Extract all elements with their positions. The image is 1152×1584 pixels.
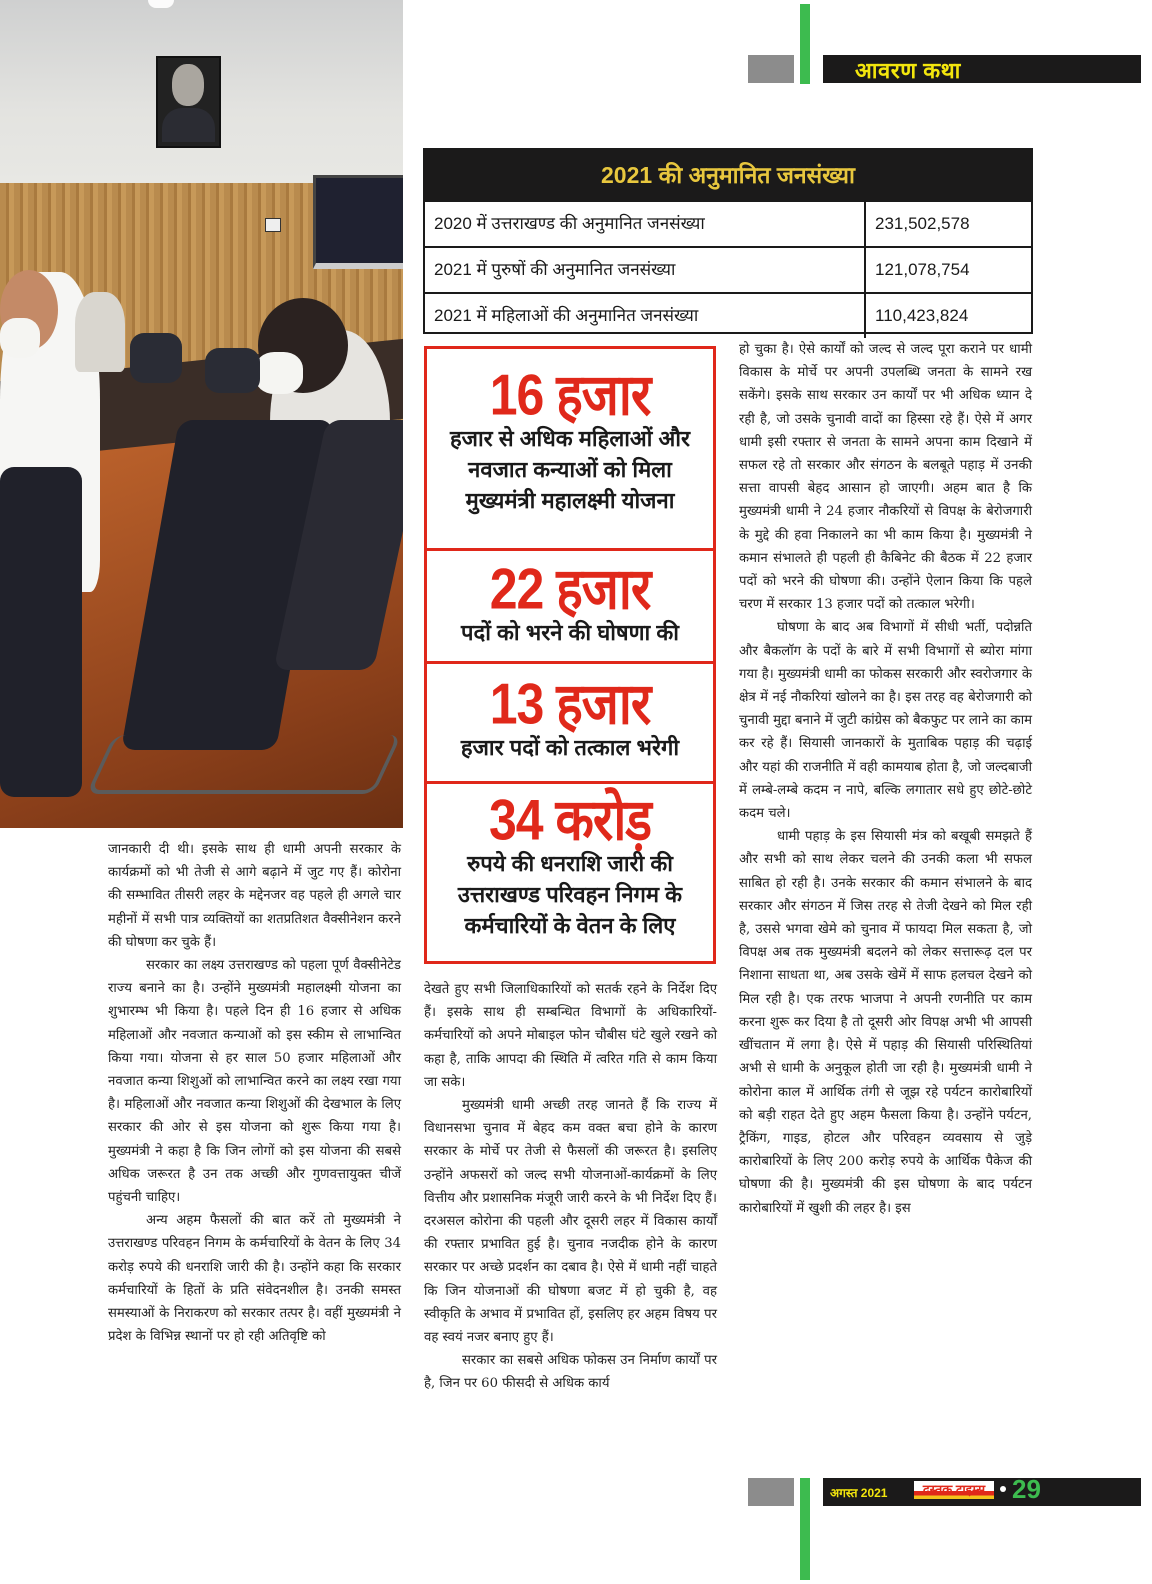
header-green-bar	[800, 4, 810, 84]
paragraph: देखते हुए सभी जिलाधिकारियों को सतर्क रहने के निर्देश दिए हैं। इसके साथ ही सम्बन्धित विभागों के अधिकारियों-कर्मचारियों को अपने मोबाइल फोन चौबीस घंटे खुले रखने को कहा है, ताकि आपदा की स्थिति में त्वरित गति से काम किया जा सके।	[424, 982, 717, 1090]
paragraph: जानकारी दी थी। इसके साथ ही धामी अपनी सरकार के कार्यक्रमों को भी तेजी से आगे बढ़ाने में जुट गए हैं। कोरोना की सम्भावित तीसरी लहर के मद्देनजर वह पहले ही अगले चार महीनों में सभी पात्र व्यक्तियों का शतप्रतिशत वैक्सीनेशन करने की घोषणा कर चुके हैं।	[108, 842, 401, 950]
stat-caption: हजार पदों को तत्काल भरेगी	[460, 735, 680, 760]
portrait-coat	[162, 108, 215, 142]
stat-item	[427, 349, 713, 551]
paragraph: धामी पहाड़ के इस सियासी मंत्र को बखूबी समझते हैं और सभी को साथ लेकर चलने की उनकी कला भी सफल साबित हो रही है। उनके सरकार की कमान संभालने के बाद सरकार और संगठन में जिस तरह से तेजी देखने को मिल रही है, उससे भगवा खेमे को चुनाव में फायदा मिल सकता है, जो विपक्ष अब तक मुख्यमंत्री बदलने को लेकर सत्तारूढ़ दल पर निशाना साधता था, अब उसके खेमें में साफ हलचल देखने को मिल रही है। एक तरफ भाजपा ने अपनी रणनीति पर काम करना शुरू कर दिया है तो दूसरी ओर विपक्ष अभी भी आपसी खींचतान में लगा है। ऐसे में पहाड़ की सियासी परिस्थितियां अभी से धामी के अनुकूल होती जा रही है। मुख्यमंत्री धामी ने कोरोना काल में आर्थिक तंगी से जूझ रहे पर्यटन कारोबारियों को बड़ी राहत देते हुए अहम फैसला किया है। उन्होंने पर्यटन, ट्रैकिंग, गाइड, होटल और परिवहन व्यवसाय से जुड़े कारोबारियों के लिए 200 करोड़ रुपये के आर्थिक पैकेज की घोषणा की है। मुख्यमंत्री की इस घोषणा के बाद पर्यटन कारोबारियों में खुशी की लहर है। इस	[739, 829, 1032, 1216]
paragraph: हो चुका है। ऐसे कार्यों को जल्द से जल्द पूरा कराने पर धामी विकास के मोर्चे पर अपनी उपलब्धि जनता के सामने रख सकेंगे। इसके साथ सरकार उन कार्यों पर भी अधिक ध्यान दे रही है, जो उसके चुनावी वादों का हिस्सा रहे हैं। ऐसे में अगर धामी इसी रफ्तार से जनता के सामने अपना काम दिखाने में सफल रहे तो सरकार और संगठन के बलबूते पहाड़ में उनकी सत्ता वापसी बेहद आसान हो जाएगी। अहम बात है कि मुख्यमंत्री धामी ने 24 हजार नौकरियों से विपक्ष के बेरोजगारी के मुद्दे की हवा निकालने का भी काम किया है। मुख्यमंत्री ने कमान संभालते ही पहली ही कैबिनेट की बैठक में 22 हजार पदों को भरने की घोषणा की। उन्होंने ऐलान किया कि पहले चरण में सरकार 13 हजार पदों को तत्काल भरेगी।	[739, 342, 1032, 613]
population-table-title: 2021 की अनुमानित जनसंख्या	[425, 150, 1031, 200]
paragraph: सरकार का लक्ष्य उत्तराखण्ड को पहला पूर्ण वैक्सीनेटेड राज्य बनाने का है। उन्होंने मुख्यमंत्री महालक्ष्मी योजना का शुभारम्भ भी किया है। पहले दिन ही 16 हजार से अधिक महिलाओं और नवजात कन्याओं को इस स्कीम से लाभान्वित किया गया। योजना से हर साल 50 हजार महिलाओं और नवजात कन्या शिशुओं को लाभान्वित करने का लक्ष्य रखा गया है। महिलाओं और नवजात कन्या शिशुओं की देखभाल के लिए सरकार की ओर से इस योजना को शुरू किया गया है। मुख्यमंत्री ने कहा है कि जिन लोगों को इस योजना की सबसे अधिक जरूरत है उन तक अच्छी और गुणवत्तायुक्त चीजें पहुंचनी चाहिए।	[108, 958, 401, 1206]
stat-figure: 16 हजार	[489, 362, 651, 428]
ceiling-lamp	[148, 0, 174, 8]
bullet-separator	[1000, 1486, 1006, 1492]
person-background	[75, 292, 125, 372]
chair	[130, 333, 182, 383]
stat-figure: 22 हजार	[489, 556, 651, 622]
article-column-1	[108, 838, 401, 1348]
population-table	[423, 148, 1033, 334]
row-label: 2021 में महिलाओं की अनुमानित जनसंख्या	[425, 294, 866, 338]
footer-green-bar	[800, 1478, 810, 1580]
stat-item	[427, 664, 713, 784]
chair-leg	[86, 735, 402, 794]
footer-gray-block	[748, 1478, 794, 1506]
face-mask	[0, 318, 40, 358]
stat-figure: 13 हजार	[489, 671, 651, 737]
stat-caption: हजार से अधिक महिलाओं और नवजात कन्याओं को मिला मुख्यमंत्री महालक्ष्मी योजना	[449, 426, 691, 513]
chair	[205, 348, 260, 393]
row-value: 121,078,754	[875, 260, 970, 279]
page-number: 29	[1012, 1474, 1041, 1504]
row-label: 2020 में उत्तराखण्ड की अनुमानित जनसंख्या	[425, 202, 866, 246]
stat-caption: पदों को भरने की घोषणा की	[461, 620, 679, 645]
key-figures-box	[424, 346, 716, 964]
portrait-face	[172, 64, 204, 106]
stat-item	[427, 551, 713, 664]
section-label: आवरण कथा	[855, 58, 961, 83]
article-column-2	[424, 978, 717, 1396]
magazine-logo: दस्तक टाइम्स	[914, 1481, 994, 1499]
face-mask	[255, 352, 303, 394]
table-row	[425, 246, 1031, 292]
stat-caption: रुपये की धनराशि जारी की उत्तराखण्ड परिवहन निगम के कर्मचारियों के वेतन के लिए	[457, 851, 683, 938]
wall-portrait	[156, 56, 221, 148]
paragraph: सरकार का सबसे अधिक फोकस उन निर्माण कार्यों पर है, जिन पर 60 फीसदी से अधिक कार्य	[424, 1353, 717, 1392]
paragraph: घोषणा के बाद अब विभागों में सीधी भर्ती, पदोन्नति और बैकलॉग के पदों के बारे में सभी विभागों से ब्योरा मांगा गया है। मुख्यमंत्री धामी का फोकस सरकारी और स्वरोजगार के क्षेत्र में नई नौकरियां खोलने का है। इस तरह वह बेरोजगारी को चुनावी मुद्दा बनाने में जुटी कांग्रेस को बैकफुट पर लाने का काम कर रहे हैं। सियासी जानकारों के मुताबिक पहाड़ की चढ़ाई और यहां की राजनीति में वही कामयाब होता है, जो जल्दबाजी में लम्बे-लम्बे कदम न नापे, बल्कि लगातार सधे हुए छोटे-छोटे कदम चले।	[739, 620, 1032, 822]
row-label: 2021 में पुरुषों की अनुमानित जनसंख्या	[425, 248, 866, 292]
article-column-3	[739, 338, 1032, 1220]
row-value: 110,423,824	[875, 306, 969, 325]
paragraph: अन्य अहम फैसलों की बात करें तो मुख्यमंत्री ने उत्तराखण्ड परिवहन निगम के कर्मचारियों के वेतन के लिए 34 करोड़ रुपये की धनराशि जारी की है। उन्होंने कहा कि सरकार कर्मचारियों के हितों के प्रति संवेदनशील है। उनकी समस्त समस्याओं के निराकरण को सरकार तत्पर है। वहीं मुख्यमंत्री ने प्रदेश के विभिन्न स्थानों पर हो रही अतिवृष्टि को	[108, 1213, 401, 1345]
stat-item	[427, 784, 713, 959]
header-gray-block	[748, 55, 794, 83]
paragraph: मुख्यमंत्री धामी अच्छी तरह जानते हैं कि राज्य में विधानसभा चुनाव में बेहद कम वक्त बचा होने के कारण सरकार के मोर्चे पर तेजी से फैसलों की जरूरत है। इसलिए उन्होंने अफसरों को जल्द सभी योजनाओं-कार्यक्रमों के लिए वित्तीय और प्रशासनिक मंजूरी जारी करने के भी निर्देश दिए हैं। दरअसल कोरोना की पहली और दूसरी लहर में विकास कार्यों की रफ्तार प्रभावित हुई है। चुनाव नजदीक होने के कारण सरकार पर अच्छे प्रदर्शन का दबाव है। ऐसे में धामी नहीं चाहते कि जिन योजनाओं की घोषणा बजट में हो चुकी है, वह स्वीकृति के अभाव में प्रभावित हों, इसलिए हर अहम विषय पर वह स्वयं नजर बनाए हुए हैं।	[424, 1098, 717, 1346]
wall-tv	[313, 175, 403, 269]
issue-date: अगस्त 2021	[830, 1486, 888, 1500]
stat-figure: 34 करोड़	[488, 787, 652, 853]
meeting-photo	[0, 0, 403, 828]
table-row	[425, 292, 1031, 338]
wall-switch	[265, 218, 281, 232]
chair	[0, 467, 82, 797]
row-value: 231,502,578	[875, 214, 970, 233]
table-row	[425, 200, 1031, 246]
